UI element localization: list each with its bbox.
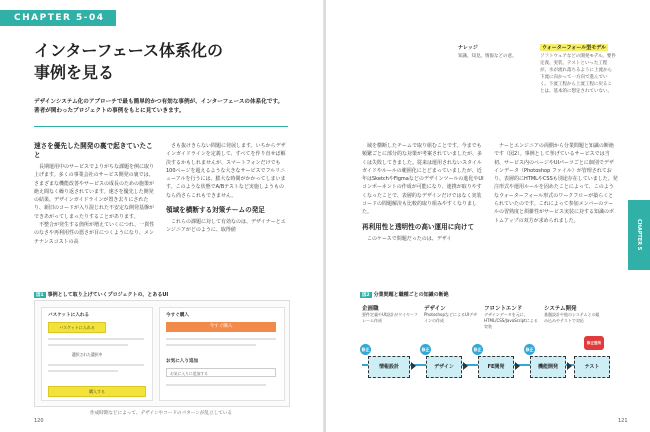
chapter-side-tab: CHAPTER 5 — [628, 200, 650, 270]
process-box: 情報設計 — [368, 356, 410, 378]
stage-desc: 要件定義やUI設計がワイヤーフレーム作成 — [362, 312, 418, 323]
fix-tag: 修正 — [360, 344, 371, 355]
figure-caption-text: 事例として取り上げていくプロジェクトの、とあるUI — [47, 292, 169, 298]
mockup-title: バスケットに入れる — [48, 313, 90, 318]
note-text-knowledge: 知識、知見。情報などの意。 — [458, 54, 517, 59]
stage-head: システム開発 — [544, 306, 577, 312]
fix-tag: 修正 — [524, 344, 535, 355]
buy-now-button: 今すぐ購入 — [166, 322, 276, 332]
right-column-1 — [362, 142, 484, 243]
section-heading: 再利用性と透明性の高い運用に向けて — [362, 222, 475, 231]
divider — [34, 126, 288, 127]
mockup-basket-panel — [41, 307, 153, 401]
section-heading: 領域を横断する対策チームの発足 — [166, 206, 265, 215]
page-number-right: 121 — [618, 418, 628, 424]
fix-tag: 修正 — [420, 344, 431, 355]
ui-mockup — [34, 300, 290, 407]
arrow-icon — [463, 362, 468, 370]
stage-desc: PhotoshopなどによるUIデザインの作成 — [424, 312, 478, 323]
placeholder-line — [48, 344, 128, 346]
title-line-1: インターフェース体系化の — [34, 41, 223, 60]
stage-head: 企画職 — [362, 306, 379, 312]
left-page — [0, 0, 324, 432]
arrow-icon — [567, 362, 572, 370]
fix-tag: 修正 — [472, 344, 483, 355]
paragraph: さも抜けきらない問題に発展します。いちからデザインガイドラインを定義して、すべてを作り直せば解決するかもしれませんが、スマートフォンだけでも100ページを超えるような大きなサービスでフルリニューアルを行うには、膨大な時間がかかってしまいます。このような状態でA/Bテストなど実施しようものなら尚さらこれもできません。 — [166, 143, 286, 199]
paragraph: 長期運用中のサービスでよりがちな課題を例に取り上げます。多くの事業会社のサービス開発の裏では、さまざまな機能改善やサービスの成長のための施策が絶え間なく繰り返されています。速さを優先した開発の結果、デザインガイドラインが置き去りにされたり、新旧のコードが入り混じれた不安定な開発基盤ができあがってしまったりすることがあります。 — [34, 164, 155, 220]
favorite-title: お気に入り追加 — [166, 359, 199, 364]
process-box-test: テスト — [574, 356, 610, 378]
page-title — [34, 40, 223, 84]
paragraph: このケースで問題だったのは、デザイ — [367, 235, 452, 242]
lead-text: デザインシステム化のアプローチで最も簡単的かつ有効な事例が、インターフェースの体系化です。著者が関わったプロジェクトの事例をもとに見ていきます。 — [34, 99, 284, 114]
process-box: FE開発 — [478, 356, 514, 378]
figure-1-caption — [34, 291, 168, 298]
paragraph: これらの課題に対して有効なのは、デザイナーとエンジニアがどのように、取得値 — [166, 219, 286, 234]
arrow-icon — [411, 362, 416, 370]
figure-caption-text: 分業問題と職種ごとの知識の断絶 — [373, 292, 449, 298]
fix-point-tag: 修正箇所 — [584, 336, 604, 350]
process-box: デザイン — [426, 356, 462, 378]
placeholder-line — [48, 370, 118, 372]
figure-note: 作成時期などによって、デザインやコードのパターンが乱立している — [90, 411, 232, 416]
favorite-link: お気に入りに追加する — [166, 368, 276, 377]
note-label-waterfall: ウォーターフォール型モデル — [542, 45, 606, 51]
basket-button: バスケットに入れる — [48, 322, 106, 333]
left-column-1 — [34, 142, 156, 246]
buy-button: 購入する — [48, 386, 146, 397]
figure-badge: 図1 — [36, 293, 44, 298]
page-number-left: 120 — [34, 418, 44, 424]
process-box: 機能開発 — [530, 356, 566, 378]
stage-desc: デザインデータを元に、HTML/CSS/JavaScriptによる実装 — [484, 312, 538, 329]
figure-2-caption — [360, 291, 449, 298]
title-line-2: 事例を見る — [34, 63, 115, 82]
figure-badge: 図2 — [362, 293, 370, 298]
paragraph: ナーとエンジニアの両側から分業問題と知識の断絶です（図2）。事例として挙げているサービスでは当初、サービス内のページやUIパーツごとに個別でデザインデータ（Photoshop ファイル）が管理されており、表層的にHTMLやCSSも別途存在していました。発注形式や運用ルールを固めたことによって、このようなウォーターフォール形式のワークフローが築らくとられていたのです。これによって参加メンバーのツールの習熟度と煩雑性がサービス実装に対する知識のボトムアップの双方が求められました。 — [494, 143, 618, 224]
mockup-title: 今すぐ購入 — [166, 313, 189, 318]
paragraph: 域を横断したチームで取り組むことです。今までも頻繁ごとに部分的な対策が考案されていましたが、多くは失敗してきました。従来は運用されないスタイルガイドやルールの範囲化にとどまっていましたが、近年はSketchやFigmaなどのデザインツールの進化やUIコンポーネントの作成が可能になり、連携が取りやすくなったことで、表層的なデザインだけではなく実装コードの問題解決も比較的取り組みやすくなりました。 — [362, 143, 484, 216]
note-text-waterfall: ソフトウェアなどの開発モデル。要件定義、実装、テストといった工程が、水が流れ落ちるように上流から下流に向かって一方向で進んでいく。下流工程から上流工程に戻ることは、基本的に想定されていない。 — [540, 54, 616, 94]
mockup-buy-panel — [159, 307, 285, 401]
placeholder-line — [166, 338, 276, 340]
stage-head: デザイン — [424, 306, 446, 312]
paragraph: 不整合が発生する箇所が増えていくにつれ、一貫性のなさや再利用性の悪さが目につくようになり、メンテナンスコストの高 — [34, 222, 155, 245]
arrow-icon — [515, 362, 520, 370]
placeholder-line — [166, 384, 266, 386]
chapter-label: CHAPTER 5-04 — [0, 10, 116, 26]
mockup-sub-label: 選択された選択中 — [72, 352, 103, 357]
placeholder-line — [166, 344, 256, 346]
left-column-2 — [166, 142, 288, 235]
stage-desc: 基盤設計や他のシステムとの組み込みやテストで対応 — [544, 312, 600, 323]
stage-head: フロントエンド — [484, 306, 523, 312]
note-label-knowledge: ナレッジ — [458, 45, 478, 51]
placeholder-line — [48, 338, 144, 340]
section-heading: 速さを優先した開発の裏で起きていたこと — [34, 142, 153, 159]
workflow-diagram — [360, 304, 614, 404]
placeholder-line — [48, 364, 144, 366]
right-column-2 — [494, 142, 618, 225]
